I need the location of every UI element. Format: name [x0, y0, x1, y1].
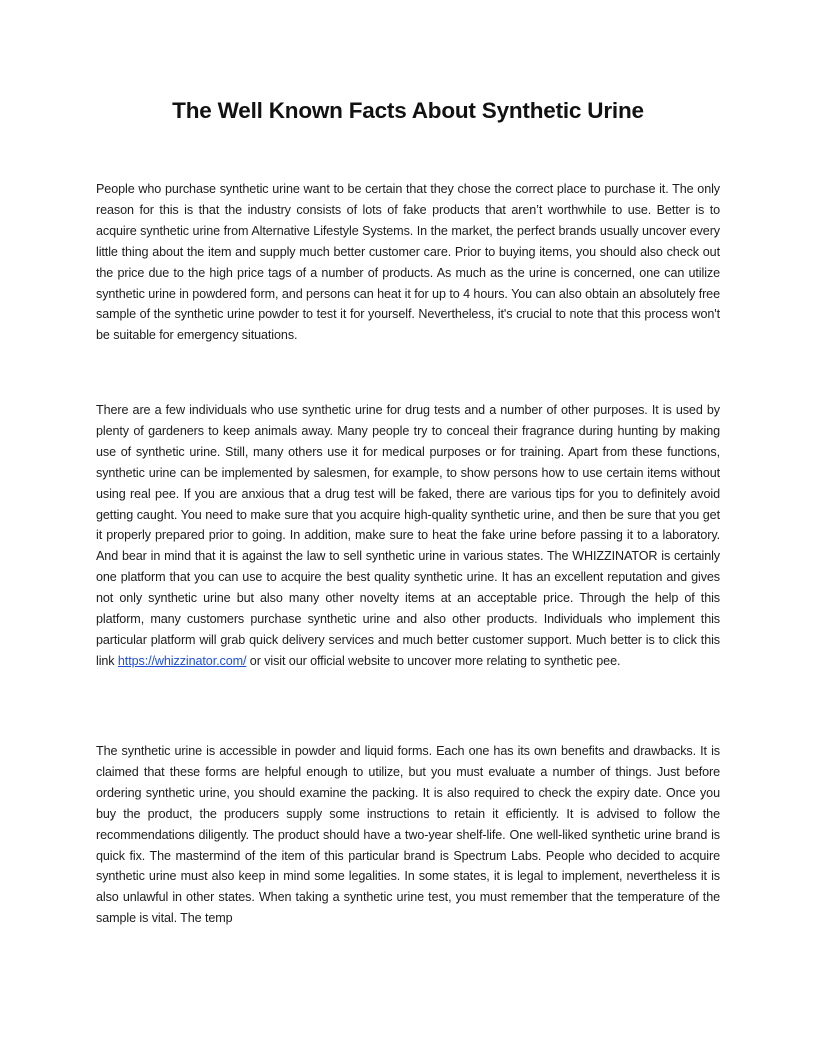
whizzinator-link[interactable]: https://whizzinator.com/ [117, 653, 247, 668]
paragraph-3: The synthetic urine is accessible in powder and liquid forms. Each one has its own benefits and drawbacks. It is claimed that these forms are helpful enough to utilize, but you must evaluate a number of things. Just before ordering synthetic urine, you should examine the packing. It is also required to check the expiry date. Once you buy the product, the producers supply some instructions to retain it efficiently. It is advised to follow the recommendations diligently. The product should have a two-year shelf-life. One well-liked synthetic urine brand is quick fix. The mastermind of the item of this particular brand is Spectrum Labs. People who decided to acquire synthetic urine must also keep in mind some legalities. In some states, it is legal to implement, nevertheless it is also unlawful in other states. When taking a synthetic urine test, you must remember that the temperature of the sample is vital. The temp [96, 744, 720, 926]
paragraph-1: People who purchase synthetic urine want to be certain that they chose the correct place to purchase it. The only reason for this is that the industry consists of lots of fake products that aren’t worthwhile to use. Better is to acquire synthetic urine from Alternative Lifestyle Systems. In the market, the perfect brands usually uncover every little thing about the item and supply much better customer care. Prior to buying items, you should also check out the price due to the high price tags of a number of products. As much as the urine is concerned, one can utilize synthetic urine in powdered form, and persons can heat it for up to 4 hours. You can also obtain an absolutely free sample of the synthetic urine powder to test it for yourself. Nevertheless, it's crucial to note that this process won't be suitable for emergency situations. [96, 182, 720, 343]
paragraph-2-text-before-link: There are a few individuals who use synthetic urine for drug tests and a number of other purposes. It is used by plenty of gardeners to keep animals away. Many people try to conceal their fragrance during hunting by making use of synthetic urine. Still, many others use it for medical purposes or for training. Apart from these functions, synthetic urine can be implemented by salesmen, for example, to show persons how to use certain items without using real pee. If you are anxious that a drug test will be faked, there are various tips for you to definitely avoid getting caught. You need to make sure that you acquire high-quality synthetic urine, and then be sure that you get it properly prepared prior to going. In addition, make sure to heat the fake urine before passing it to a laboratory. And bear in mind that it is against the law to sell synthetic urine in various states. The WHIZZINATOR is certainly one platform that you can use to acquire the best quality synthetic urine. It has an excellent reputation and gives not only synthetic urine but also many other novelty items at an acceptable price. Through the help of this platform, many customers purchase synthetic urine and also other products. Individuals who implement this particular platform will grab quick delivery services and much better customer support. Much better is to click this link [96, 403, 720, 668]
document-title: The Well Known Facts About Synthetic Urine [172, 98, 644, 123]
paragraph-2-text-after-link: or visit our official website to uncover more relating to synthetic pee. [246, 653, 621, 668]
paragraph-2 [96, 400, 720, 672]
